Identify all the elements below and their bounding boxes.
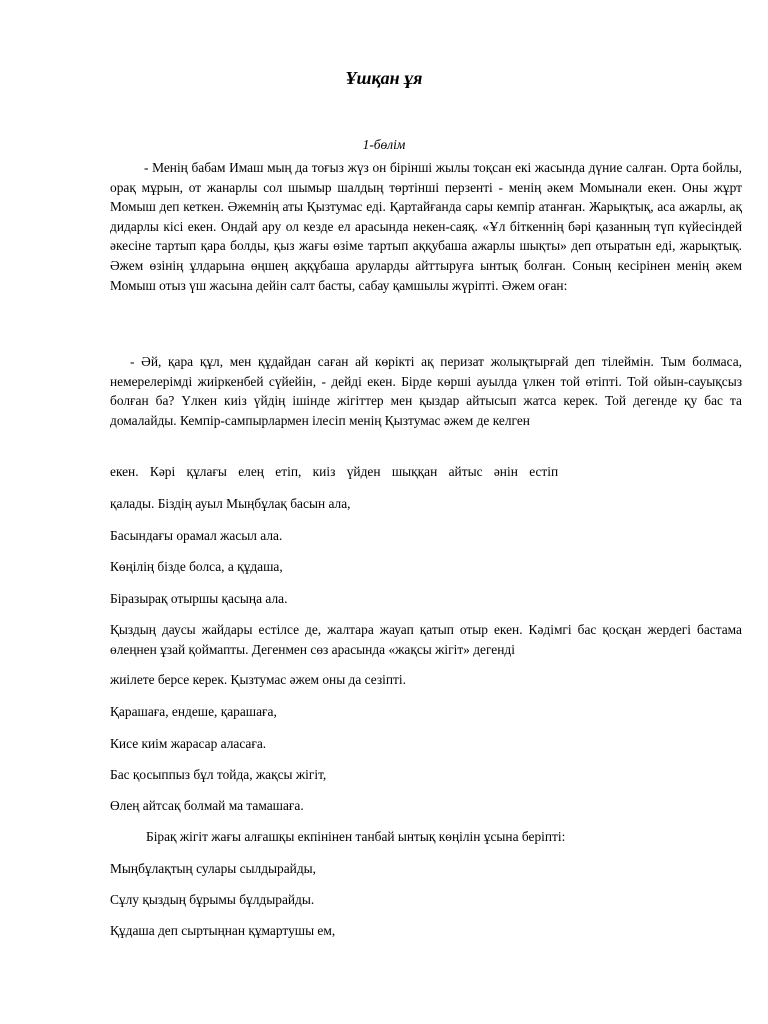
part-heading: 1-бөлім [362, 137, 406, 152]
verse-line: Көңілің бізде болса, а құдаша, [110, 559, 283, 574]
verse-line: Өлең айтсақ болмай ма тамашаға. [110, 798, 304, 813]
verse-line: Құдаша деп сыртыңнан құмартушы ем, [110, 923, 336, 938]
verse-line: Басындағы орамал жасыл ала. [110, 528, 283, 543]
verse-line: Кисе киім жарасар аласаға. [110, 736, 267, 751]
verse-line: Бас қосыппыз бұл тойда, жақсы жігіт, [110, 767, 327, 782]
document-title: Ұшқан ұя [345, 68, 423, 88]
verse-line: Сұлу қыздың бұрымы бұлдырайды. [110, 892, 315, 907]
text-line: қалады. Біздің ауыл Мыңбұлақ басын ала, [110, 496, 351, 511]
paragraph-4: Бірақ жігіт жағы алғашқы екпінінен танбай ынтық көңілін ұсына беріпті: [146, 829, 566, 844]
text-line: жиілете берсе керек. Қызтумас әжем оны да сезіпті. [110, 672, 406, 687]
verse-line: Мыңбұлақтың сулары сылдырайды, [110, 861, 317, 876]
text-line: екен. Кәрі құлағы елең етіп, киіз үйден шыққан айтыс әнін естіп [110, 464, 559, 479]
verse-line: Біразырақ отыршы қасыңа ала. [110, 591, 288, 606]
paragraph-2: - Әй, қара құл, мен құдайдан саған ай көрікті ақ перизат жолықтырғай деп тілеймін. Тым болмаса, немерелерімді жиіркенбей сүйейін, - дейді екен. Бірде көрші ауылда үлкен той өтіпті. Той ойын-сауықсыз болған ба? Үлкен киіз үйдің ішінде жігіттер мен қыздар айтысып жатса керек. Той дегенде қу бас та домалайды. Кемпір-сампырлармен ілесіп менің Қызтумас әжем де келген [110, 354, 742, 428]
verse-line: Қарашаға, ендеше, қарашаға, [110, 704, 277, 719]
paragraph-1: - Менің бабам Имаш мың да тоғыз жүз он бірінші жылы тоқсан екі жасында дүние салған. Орта бойлы, орақ мұрын, от жанарлы сол шымыр шалдың төртінші перзенті - менің әкем Момынали екен. Оны жұрт Момыш деп кеткен. Әжемнің аты Қызтумас еді. Қартайғанда сары кемпір атанған. Жарықтық, аса ажарлы, ақ дидарлы кісі екен. Ондай ару ол кезде ел арасында некен-саяқ. «Ұл біткеннің бәрі қазанның түп күйесіндей әкесіне тартып қара болды, қыз жағы өзіме тартып аққубаша ажарлы шықты» деп отыратын еді, жарықтық. Әжем өзінің ұлдарына өңшең аққұбаша аруларды айттыруға ынтық болған. Соның кесірінен менің әкем Момыш отыз үш жасына дейін салт басты, сабау қамшылы жүріпті. Әжем оған: [110, 160, 742, 293]
paragraph-3: Қыздың даусы жайдары естілсе де, жалтара жауап қатып отыр екен. Кәдімгі бас қосқан жердегі бастама өлеңнен ұзай қоймапты. Дегенмен сөз арасында «жақсы жігіт» дегенді [110, 622, 742, 657]
